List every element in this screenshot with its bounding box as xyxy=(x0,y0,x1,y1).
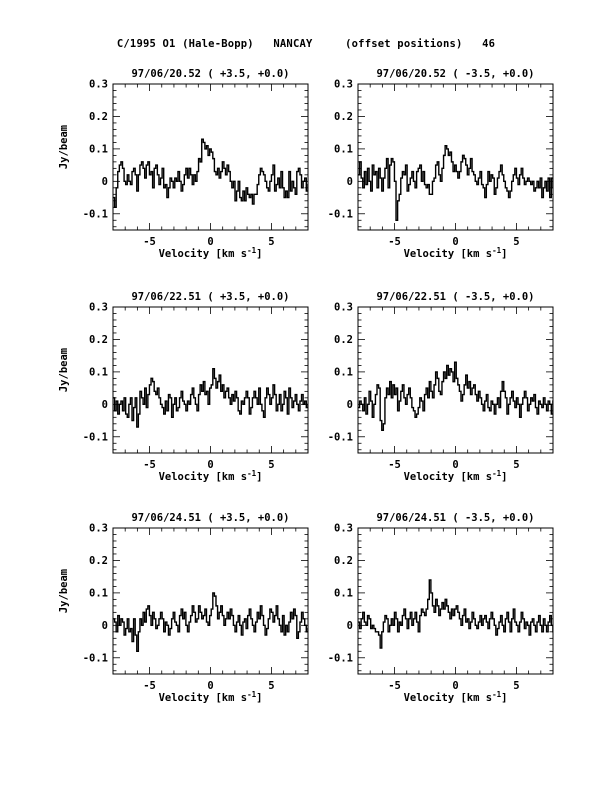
y-tick-label: 0.3 xyxy=(89,301,108,314)
plot-frame xyxy=(113,307,308,453)
y-tick-label: 0.3 xyxy=(89,522,108,535)
spectrum-panel-1 xyxy=(58,68,317,260)
x-tick-label: 0 xyxy=(452,459,459,471)
x-tick-label: 0 xyxy=(207,680,214,692)
y-tick-label: -0.1 xyxy=(327,652,353,665)
y-axis-label: Jy/beam xyxy=(58,347,70,393)
y-tick-label: -0.1 xyxy=(82,431,108,444)
panel-title: 97/06/24.51 ( +3.5, +0.0) xyxy=(131,512,290,524)
x-tick-label: 0 xyxy=(207,459,214,471)
panel-title: 97/06/20.52 ( +3.5, +0.0) xyxy=(131,68,290,80)
y-tick-label: 0 xyxy=(346,175,353,188)
plot-frame xyxy=(358,307,553,453)
y-tick-label: -0.1 xyxy=(327,208,353,221)
x-tick-label: 0 xyxy=(207,236,214,248)
spectrum-line xyxy=(113,139,317,207)
panel-title: 97/06/20.52 ( -3.5, +0.0) xyxy=(376,68,535,80)
plot-frame xyxy=(113,84,308,230)
x-tick-label: 5 xyxy=(268,459,275,471)
spectrum-line xyxy=(113,593,319,651)
plot-frame xyxy=(358,528,553,674)
y-tick-label: 0.3 xyxy=(89,78,108,91)
panel-title: 97/06/24.51 ( -3.5, +0.0) xyxy=(376,512,535,524)
x-axis-label: Velocity [km $s^{-1}$] xyxy=(158,469,263,483)
x-axis-label: Velocity [km $s^{-1}$] xyxy=(403,469,508,483)
spectrum-line xyxy=(358,580,564,648)
x-tick-label: 5 xyxy=(513,459,520,471)
x-tick-label: -5 xyxy=(388,236,401,248)
figure-title: C/1995 O1 (Hale-Bopp) NANCAY (offset positions) 46 xyxy=(116,38,496,50)
y-tick-label: 0.1 xyxy=(334,366,353,379)
x-tick-label: -5 xyxy=(388,459,401,471)
y-tick-label: 0.3 xyxy=(334,78,353,91)
x-tick-label: 0 xyxy=(452,680,459,692)
y-tick-label: 0 xyxy=(101,398,108,411)
x-tick-label: -5 xyxy=(143,459,156,471)
spectrum-line xyxy=(113,369,321,427)
x-axis-label: Velocity [km $s^{-1}$] xyxy=(403,690,508,704)
y-tick-label: -0.1 xyxy=(82,208,108,221)
y-tick-label: 0.1 xyxy=(89,143,108,156)
y-tick-label: 0.1 xyxy=(89,587,108,600)
x-tick-label: -5 xyxy=(388,680,401,692)
y-tick-label: 0.2 xyxy=(334,333,353,346)
panel-title: 97/06/22.51 ( -3.5, +0.0) xyxy=(376,291,535,303)
y-tick-label: 0.2 xyxy=(89,554,108,567)
plot-frame xyxy=(358,84,553,230)
spectrum-panel-6 xyxy=(328,512,564,704)
spectrum-panel-4 xyxy=(328,291,564,483)
spectrum-line xyxy=(358,146,566,221)
y-tick-label: -0.1 xyxy=(82,652,108,665)
x-tick-label: 5 xyxy=(268,236,275,248)
y-tick-label: 0.3 xyxy=(334,522,353,535)
y-tick-label: -0.1 xyxy=(327,431,353,444)
x-tick-label: 5 xyxy=(268,680,275,692)
y-tick-label: 0.2 xyxy=(334,110,353,123)
panel-title: 97/06/22.51 ( +3.5, +0.0) xyxy=(131,291,290,303)
y-tick-label: 0.1 xyxy=(334,587,353,600)
y-tick-label: 0.2 xyxy=(89,110,108,123)
y-tick-label: 0.2 xyxy=(89,333,108,346)
x-axis-label: Velocity [km $s^{-1}$] xyxy=(158,246,263,260)
y-tick-label: 0 xyxy=(346,398,353,411)
plot-frame xyxy=(113,528,308,674)
spectrum-panel-5 xyxy=(58,512,319,704)
y-tick-label: 0.2 xyxy=(334,554,353,567)
y-tick-label: 0 xyxy=(346,619,353,632)
spectrum-panel-3 xyxy=(58,291,321,483)
y-axis-label: Jy/beam xyxy=(58,124,70,170)
spectrum-panel-2 xyxy=(328,68,566,260)
y-tick-label: 0 xyxy=(101,175,108,188)
x-axis-label: Velocity [km $s^{-1}$] xyxy=(158,690,263,704)
x-tick-label: 0 xyxy=(452,236,459,248)
y-tick-label: 0.3 xyxy=(334,301,353,314)
x-tick-label: -5 xyxy=(143,680,156,692)
x-axis-label: Velocity [km $s^{-1}$] xyxy=(403,246,508,260)
x-tick-label: 5 xyxy=(513,680,520,692)
spectrum-line xyxy=(358,362,564,430)
x-tick-label: 5 xyxy=(513,236,520,248)
y-tick-label: 0 xyxy=(101,619,108,632)
x-tick-label: -5 xyxy=(143,236,156,248)
y-tick-label: 0.1 xyxy=(334,143,353,156)
y-tick-label: 0.1 xyxy=(89,366,108,379)
y-axis-label: Jy/beam xyxy=(58,568,70,614)
